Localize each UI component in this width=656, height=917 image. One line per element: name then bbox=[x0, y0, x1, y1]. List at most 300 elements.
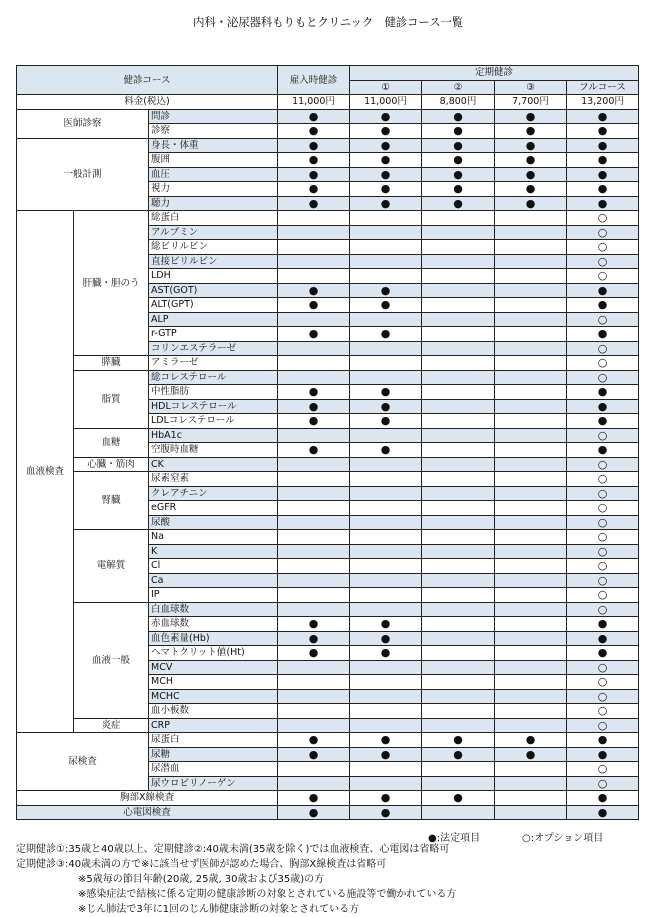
empty-cell bbox=[350, 225, 422, 240]
empty-cell bbox=[278, 269, 350, 284]
option-mark: ○ bbox=[567, 675, 639, 690]
empty-cell bbox=[495, 588, 567, 603]
exam-item-label: 腹囲 bbox=[149, 153, 278, 168]
option-mark: ○ bbox=[567, 501, 639, 516]
exam-subgroup-label: 脂質 bbox=[74, 370, 149, 428]
empty-cell bbox=[422, 472, 495, 487]
empty-cell bbox=[422, 312, 495, 327]
empty-cell bbox=[422, 443, 495, 458]
required-mark: ● bbox=[278, 138, 350, 153]
header-row-1 bbox=[17, 66, 639, 81]
exam-item-label: 赤血球数 bbox=[149, 617, 278, 632]
required-mark: ● bbox=[278, 153, 350, 168]
required-mark: ● bbox=[422, 167, 495, 182]
exam-item-label: 視力 bbox=[149, 182, 278, 197]
required-mark: ● bbox=[495, 196, 567, 211]
empty-cell bbox=[350, 472, 422, 487]
empty-cell bbox=[422, 414, 495, 429]
table-row bbox=[17, 356, 639, 371]
empty-cell bbox=[495, 327, 567, 342]
required-mark: ● bbox=[350, 617, 422, 632]
empty-cell bbox=[422, 457, 495, 472]
option-mark: ○ bbox=[567, 457, 639, 472]
empty-cell bbox=[350, 341, 422, 356]
required-mark: ● bbox=[567, 109, 639, 124]
empty-cell bbox=[495, 573, 567, 588]
empty-cell bbox=[350, 689, 422, 704]
legend-required: ●:法定項目 bbox=[428, 833, 481, 844]
empty-cell bbox=[278, 588, 350, 603]
empty-cell bbox=[278, 675, 350, 690]
empty-cell bbox=[422, 689, 495, 704]
fee-row bbox=[17, 95, 639, 110]
empty-cell bbox=[422, 327, 495, 342]
empty-cell bbox=[422, 704, 495, 719]
table-row bbox=[17, 791, 639, 806]
header-hire-checkup: 雇入時健診 bbox=[278, 66, 350, 95]
empty-cell bbox=[422, 370, 495, 385]
required-mark: ● bbox=[278, 167, 350, 182]
empty-cell bbox=[350, 602, 422, 617]
empty-cell bbox=[350, 501, 422, 516]
header-periodic-3: ③ bbox=[495, 80, 567, 95]
empty-cell bbox=[422, 588, 495, 603]
required-mark: ● bbox=[495, 747, 567, 762]
required-mark: ● bbox=[278, 283, 350, 298]
empty-cell bbox=[350, 240, 422, 255]
empty-cell bbox=[278, 762, 350, 777]
exam-item-label: アルブミン bbox=[149, 225, 278, 240]
legend-option: ○:オプション項目 bbox=[522, 833, 604, 844]
exam-subgroup-label: 肝臓・胆のう bbox=[74, 211, 149, 356]
exam-item-label: 身長・体重 bbox=[149, 138, 278, 153]
empty-cell bbox=[495, 704, 567, 719]
fee-value: 7,700円 bbox=[495, 95, 567, 110]
table-row bbox=[17, 718, 639, 733]
exam-item-label: 血小板数 bbox=[149, 704, 278, 719]
required-mark: ● bbox=[350, 182, 422, 197]
option-mark: ○ bbox=[567, 602, 639, 617]
required-mark: ● bbox=[422, 124, 495, 139]
empty-cell bbox=[422, 515, 495, 530]
option-mark: ○ bbox=[567, 225, 639, 240]
exam-item-label: 尿素窒素 bbox=[149, 472, 278, 487]
required-mark: ● bbox=[567, 153, 639, 168]
option-mark: ○ bbox=[567, 776, 639, 791]
empty-cell bbox=[495, 776, 567, 791]
empty-cell bbox=[495, 791, 567, 806]
required-mark: ● bbox=[567, 631, 639, 646]
fee-value: 11,000円 bbox=[278, 95, 350, 110]
empty-cell bbox=[350, 356, 422, 371]
empty-cell bbox=[495, 559, 567, 574]
exam-item-label: 診察 bbox=[149, 124, 278, 139]
option-mark: ○ bbox=[567, 486, 639, 501]
required-mark: ● bbox=[278, 414, 350, 429]
option-mark: ○ bbox=[567, 472, 639, 487]
exam-item-label: r-GTP bbox=[149, 327, 278, 342]
empty-cell bbox=[495, 675, 567, 690]
empty-cell bbox=[350, 457, 422, 472]
exam-item-label: 聴力 bbox=[149, 196, 278, 211]
required-mark: ● bbox=[422, 196, 495, 211]
required-mark: ● bbox=[567, 733, 639, 748]
required-mark: ● bbox=[567, 385, 639, 400]
required-mark: ● bbox=[567, 167, 639, 182]
table-row bbox=[17, 138, 639, 153]
table-row bbox=[17, 733, 639, 748]
required-mark: ● bbox=[422, 747, 495, 762]
option-mark: ○ bbox=[567, 704, 639, 719]
empty-cell bbox=[422, 602, 495, 617]
exam-item-label: MCV bbox=[149, 660, 278, 675]
notes bbox=[16, 842, 456, 917]
required-mark: ● bbox=[278, 298, 350, 313]
header-periodic-1: ① bbox=[350, 80, 422, 95]
option-mark: ○ bbox=[567, 240, 639, 255]
empty-cell bbox=[422, 762, 495, 777]
empty-cell bbox=[278, 660, 350, 675]
header-periodic-checkup: 定期健診 bbox=[350, 66, 639, 81]
exam-item-label: 総ビリルビン bbox=[149, 240, 278, 255]
exam-item-label: ALP bbox=[149, 312, 278, 327]
checkup-course-table bbox=[16, 65, 639, 820]
exam-item-label: HbA1c bbox=[149, 428, 278, 443]
empty-cell bbox=[422, 428, 495, 443]
note: 定期健診③:40歳未満の方で※に該当せず医師が認めた場合、胸部X線検査は省略可 bbox=[16, 859, 387, 870]
empty-cell bbox=[422, 805, 495, 820]
exam-item-label: 総蛋白 bbox=[149, 211, 278, 226]
empty-cell bbox=[495, 428, 567, 443]
option-mark: ○ bbox=[567, 428, 639, 443]
exam-item-label: Ca bbox=[149, 573, 278, 588]
exam-group-label: 尿検査 bbox=[17, 733, 149, 791]
table-row bbox=[17, 457, 639, 472]
empty-cell bbox=[350, 704, 422, 719]
table-row bbox=[17, 428, 639, 443]
empty-cell bbox=[278, 356, 350, 371]
required-mark: ● bbox=[278, 443, 350, 458]
table-row bbox=[17, 472, 639, 487]
empty-cell bbox=[278, 428, 350, 443]
empty-cell bbox=[350, 428, 422, 443]
required-mark: ● bbox=[567, 443, 639, 458]
empty-cell bbox=[495, 689, 567, 704]
required-mark: ● bbox=[567, 283, 639, 298]
empty-cell bbox=[350, 573, 422, 588]
empty-cell bbox=[495, 370, 567, 385]
empty-cell bbox=[495, 225, 567, 240]
required-mark: ● bbox=[278, 631, 350, 646]
empty-cell bbox=[495, 762, 567, 777]
empty-cell bbox=[495, 211, 567, 226]
header-periodic-2: ② bbox=[422, 80, 495, 95]
empty-cell bbox=[422, 718, 495, 733]
exam-item-label: 中性脂肪 bbox=[149, 385, 278, 400]
option-mark: ○ bbox=[567, 515, 639, 530]
exam-item-label: 尿蛋白 bbox=[149, 733, 278, 748]
required-mark: ● bbox=[567, 182, 639, 197]
empty-cell bbox=[278, 486, 350, 501]
empty-cell bbox=[350, 211, 422, 226]
empty-cell bbox=[495, 298, 567, 313]
empty-cell bbox=[278, 457, 350, 472]
empty-cell bbox=[422, 573, 495, 588]
required-mark: ● bbox=[495, 182, 567, 197]
required-mark: ● bbox=[495, 733, 567, 748]
empty-cell bbox=[422, 530, 495, 545]
empty-cell bbox=[278, 225, 350, 240]
required-mark: ● bbox=[278, 805, 350, 820]
exam-item-label: 空腹時血糖 bbox=[149, 443, 278, 458]
empty-cell bbox=[278, 530, 350, 545]
exam-group-label: 医師診察 bbox=[17, 109, 149, 138]
empty-cell bbox=[422, 776, 495, 791]
empty-cell bbox=[495, 240, 567, 255]
table-row bbox=[17, 370, 639, 385]
empty-cell bbox=[350, 660, 422, 675]
empty-cell bbox=[495, 457, 567, 472]
exam-item-label: 血圧 bbox=[149, 167, 278, 182]
empty-cell bbox=[278, 573, 350, 588]
required-mark: ● bbox=[350, 733, 422, 748]
required-mark: ● bbox=[350, 138, 422, 153]
empty-cell bbox=[495, 530, 567, 545]
required-mark: ● bbox=[278, 327, 350, 342]
empty-cell bbox=[495, 602, 567, 617]
required-mark: ● bbox=[278, 196, 350, 211]
exam-subgroup-label: 腎臓 bbox=[74, 472, 149, 530]
empty-cell bbox=[278, 312, 350, 327]
empty-cell bbox=[350, 776, 422, 791]
empty-cell bbox=[422, 675, 495, 690]
required-mark: ● bbox=[350, 109, 422, 124]
empty-cell bbox=[495, 399, 567, 414]
empty-cell bbox=[278, 211, 350, 226]
exam-item-label: コリンエステラーゼ bbox=[149, 341, 278, 356]
exam-subgroup-label: 膵臓 bbox=[74, 356, 149, 371]
required-mark: ● bbox=[567, 805, 639, 820]
exam-item-label: IP bbox=[149, 588, 278, 603]
required-mark: ● bbox=[495, 153, 567, 168]
required-mark: ● bbox=[278, 385, 350, 400]
required-mark: ● bbox=[278, 182, 350, 197]
empty-cell bbox=[422, 356, 495, 371]
empty-cell bbox=[278, 472, 350, 487]
required-mark: ● bbox=[278, 791, 350, 806]
exam-item-label: 胸部X線検査 bbox=[17, 791, 278, 806]
table-row bbox=[17, 211, 639, 226]
empty-cell bbox=[422, 399, 495, 414]
exam-item-label: LDH bbox=[149, 269, 278, 284]
exam-item-label: 尿潜血 bbox=[149, 762, 278, 777]
required-mark: ● bbox=[350, 385, 422, 400]
exam-item-label: ALT(GPT) bbox=[149, 298, 278, 313]
empty-cell bbox=[278, 515, 350, 530]
required-mark: ● bbox=[350, 414, 422, 429]
exam-item-label: 直接ビリルビン bbox=[149, 254, 278, 269]
exam-item-label: MCH bbox=[149, 675, 278, 690]
required-mark: ● bbox=[278, 124, 350, 139]
empty-cell bbox=[422, 269, 495, 284]
required-mark: ● bbox=[350, 646, 422, 661]
required-mark: ● bbox=[567, 124, 639, 139]
required-mark: ● bbox=[422, 182, 495, 197]
empty-cell bbox=[495, 254, 567, 269]
required-mark: ● bbox=[278, 646, 350, 661]
empty-cell bbox=[350, 588, 422, 603]
required-mark: ● bbox=[278, 399, 350, 414]
empty-cell bbox=[422, 385, 495, 400]
empty-cell bbox=[495, 718, 567, 733]
empty-cell bbox=[278, 240, 350, 255]
empty-cell bbox=[495, 486, 567, 501]
empty-cell bbox=[422, 211, 495, 226]
exam-item-label: 心電図検査 bbox=[17, 805, 278, 820]
empty-cell bbox=[495, 385, 567, 400]
exam-item-label: 尿糖 bbox=[149, 747, 278, 762]
note: 定期健診①:35歳と40歳以上、定期健診②:40歳未満(35歳を除く)では血液検査、心電図は省略可 bbox=[16, 844, 450, 855]
exam-item-label: HDLコレステロール bbox=[149, 399, 278, 414]
empty-cell bbox=[278, 501, 350, 516]
empty-cell bbox=[422, 254, 495, 269]
fee-label: 料金(税込) bbox=[17, 95, 278, 110]
required-mark: ● bbox=[495, 109, 567, 124]
exam-item-label: Cl bbox=[149, 559, 278, 574]
required-mark: ● bbox=[567, 414, 639, 429]
required-mark: ● bbox=[422, 153, 495, 168]
empty-cell bbox=[495, 443, 567, 458]
required-mark: ● bbox=[567, 646, 639, 661]
empty-cell bbox=[278, 689, 350, 704]
empty-cell bbox=[495, 312, 567, 327]
empty-cell bbox=[495, 269, 567, 284]
empty-cell bbox=[350, 675, 422, 690]
empty-cell bbox=[495, 283, 567, 298]
empty-cell bbox=[495, 544, 567, 559]
empty-cell bbox=[350, 515, 422, 530]
required-mark: ● bbox=[567, 138, 639, 153]
note: ※5歳毎の節目年齢(20歳, 25歳, 30歳および35歳)の方 bbox=[78, 874, 325, 885]
empty-cell bbox=[350, 544, 422, 559]
required-mark: ● bbox=[278, 617, 350, 632]
empty-cell bbox=[278, 776, 350, 791]
option-mark: ○ bbox=[567, 718, 639, 733]
required-mark: ● bbox=[495, 124, 567, 139]
option-mark: ○ bbox=[567, 588, 639, 603]
empty-cell bbox=[422, 486, 495, 501]
required-mark: ● bbox=[350, 747, 422, 762]
empty-cell bbox=[422, 646, 495, 661]
empty-cell bbox=[422, 501, 495, 516]
option-mark: ○ bbox=[567, 269, 639, 284]
empty-cell bbox=[350, 530, 422, 545]
empty-cell bbox=[350, 254, 422, 269]
exam-item-label: 尿酸 bbox=[149, 515, 278, 530]
option-mark: ○ bbox=[567, 689, 639, 704]
required-mark: ● bbox=[350, 124, 422, 139]
option-mark: ○ bbox=[567, 370, 639, 385]
empty-cell bbox=[422, 559, 495, 574]
required-mark: ● bbox=[350, 631, 422, 646]
required-mark: ● bbox=[567, 196, 639, 211]
required-mark: ● bbox=[350, 153, 422, 168]
option-mark: ○ bbox=[567, 530, 639, 545]
empty-cell bbox=[278, 341, 350, 356]
empty-cell bbox=[278, 559, 350, 574]
required-mark: ● bbox=[567, 399, 639, 414]
required-mark: ● bbox=[350, 805, 422, 820]
fee-value: 8,800円 bbox=[422, 95, 495, 110]
required-mark: ● bbox=[567, 791, 639, 806]
required-mark: ● bbox=[422, 791, 495, 806]
exam-item-label: 血色素量(Hb) bbox=[149, 631, 278, 646]
option-mark: ○ bbox=[567, 356, 639, 371]
option-mark: ○ bbox=[567, 341, 639, 356]
exam-item-label: eGFR bbox=[149, 501, 278, 516]
empty-cell bbox=[278, 254, 350, 269]
required-mark: ● bbox=[350, 327, 422, 342]
exam-item-label: CK bbox=[149, 457, 278, 472]
empty-cell bbox=[422, 660, 495, 675]
required-mark: ● bbox=[495, 138, 567, 153]
exam-subgroup-label: 炎症 bbox=[74, 718, 149, 733]
exam-item-label: K bbox=[149, 544, 278, 559]
exam-item-label: 白血球数 bbox=[149, 602, 278, 617]
table-row bbox=[17, 109, 639, 124]
empty-cell bbox=[278, 370, 350, 385]
note: ※じん肺法で3年に1回のじん肺健康診断の対象とされている方 bbox=[78, 904, 360, 915]
required-mark: ● bbox=[350, 791, 422, 806]
empty-cell bbox=[422, 283, 495, 298]
exam-group-label: 一般計測 bbox=[17, 138, 149, 211]
exam-item-label: AST(GOT) bbox=[149, 283, 278, 298]
empty-cell bbox=[422, 298, 495, 313]
required-mark: ● bbox=[567, 617, 639, 632]
table-row bbox=[17, 805, 639, 820]
required-mark: ● bbox=[567, 747, 639, 762]
empty-cell bbox=[350, 559, 422, 574]
empty-cell bbox=[278, 544, 350, 559]
exam-group-label: 血液検査 bbox=[17, 211, 74, 733]
exam-item-label: 問診 bbox=[149, 109, 278, 124]
required-mark: ● bbox=[422, 109, 495, 124]
required-mark: ● bbox=[350, 283, 422, 298]
option-mark: ○ bbox=[567, 762, 639, 777]
empty-cell bbox=[495, 631, 567, 646]
empty-cell bbox=[495, 356, 567, 371]
empty-cell bbox=[422, 544, 495, 559]
empty-cell bbox=[495, 617, 567, 632]
exam-item-label: MCHC bbox=[149, 689, 278, 704]
fee-value: 11,000円 bbox=[350, 95, 422, 110]
required-mark: ● bbox=[350, 298, 422, 313]
exam-subgroup-label: 血糖 bbox=[74, 428, 149, 457]
required-mark: ● bbox=[350, 443, 422, 458]
empty-cell bbox=[495, 501, 567, 516]
empty-cell bbox=[350, 269, 422, 284]
empty-cell bbox=[422, 341, 495, 356]
option-mark: ○ bbox=[567, 254, 639, 269]
option-mark: ○ bbox=[567, 660, 639, 675]
table-row bbox=[17, 530, 639, 545]
empty-cell bbox=[495, 472, 567, 487]
empty-cell bbox=[350, 762, 422, 777]
empty-cell bbox=[422, 240, 495, 255]
empty-cell bbox=[422, 617, 495, 632]
required-mark: ● bbox=[567, 298, 639, 313]
exam-subgroup-label: 心臓・筋肉 bbox=[74, 457, 149, 472]
